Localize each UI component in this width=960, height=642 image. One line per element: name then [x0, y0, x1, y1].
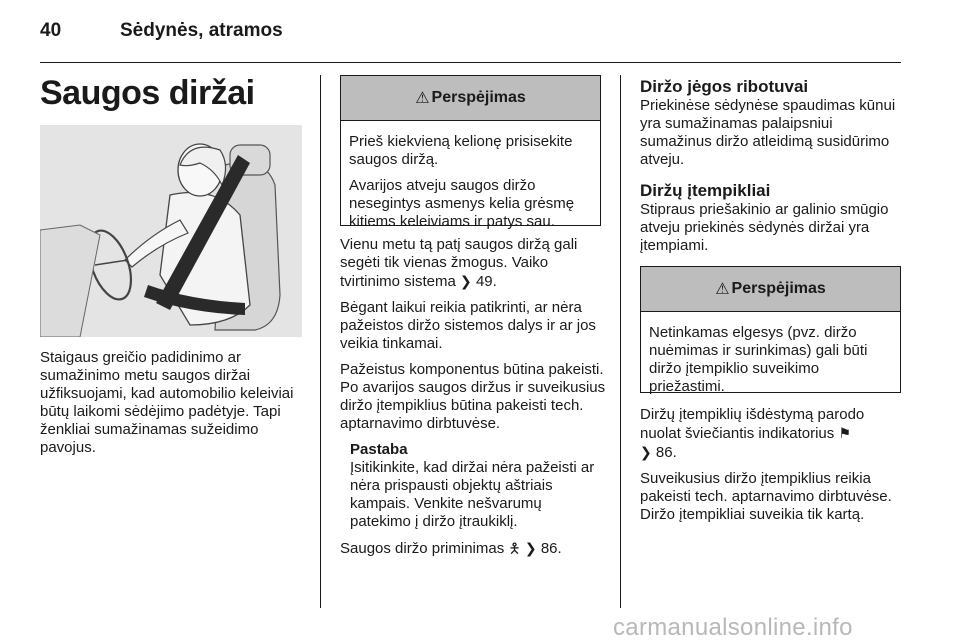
column-1-text [40, 349, 308, 465]
warning-header [641, 267, 900, 312]
page-ref[interactable]: 86. [655, 444, 677, 461]
page-ref-arrow-icon: ❯ [640, 444, 652, 460]
warning-box-1 [340, 75, 601, 230]
warning-body [641, 312, 900, 396]
footer-watermark: carmanualsonline.info [613, 614, 853, 641]
note-text: Įsitikinkite, kad diržai nėra pažeisti ar nėra prispausti objektų aštriais kampais. Venkite nešvarumų patekimo į diržo įtraukiklį. [350, 459, 595, 530]
page-number: 40 [40, 20, 62, 41]
paragraph-text: Saugos diržo priminimas [340, 540, 505, 557]
warning-heading: Perspėjimas [431, 89, 526, 106]
warning-body [341, 121, 600, 231]
column-3-text [640, 77, 908, 263]
column-2-text [340, 236, 606, 566]
warning-heading: Perspėjimas [731, 280, 826, 297]
seatbelt-reminder-icon: 🯅 [508, 540, 521, 556]
note-heading: Pastaba [350, 441, 408, 458]
warning-box-2 [640, 266, 901, 393]
header-rule [40, 62, 901, 63]
intro-paragraph: Staigaus greičio padidinimo ar sumažinimo metu saugos diržai užfiksuojami, kad automobilio keleiviai būtų laikomi sėdėjimo padėtyje. Tapi ženkliai sumažinamas sužeidimo pavojus. [40, 349, 294, 456]
belt-tensioner-indicator-icon: ⚑ [838, 425, 852, 441]
page-ref[interactable]: 49. [475, 273, 497, 290]
seatbelt-illustration [40, 125, 302, 337]
page-ref-arrow-icon: ❯ [460, 273, 472, 289]
page-ref-arrow-icon: ❯ [524, 540, 537, 556]
paragraph [640, 406, 908, 462]
warning-paragraph: Prieš kiekvieną kelionę prisisekite saugos diržą. [349, 133, 573, 168]
paragraph: Suveikusius diržo įtempiklius reikia pakeisti tech. aptarnavimo dirbtuvėse. Diržo įtempikliai suveikia tik kartą. [640, 470, 892, 523]
warning-paragraph: Netinkamas elgesys (pvz. diržo nuėmimas ir surinkimas) gali būti diržo įtempiklio suveikimo priežastimi. [649, 324, 868, 395]
warning-triangle-icon: ⚠ [415, 90, 430, 107]
warning-header [341, 76, 600, 121]
subheading: Diržo jėgos ribotuvai [640, 77, 809, 96]
page-title: Saugos diržai [40, 74, 255, 112]
subheading: Diržų įtempikliai [640, 181, 771, 200]
paragraph-text: Vienu metu tą patį saugos diržą gali segėti tik vienas žmogus. Vaiko tvirtinimo sistema [340, 236, 578, 290]
paragraph: Bėgant laikui reikia patikrinti, ar nėra pažeistos diržo sistemos dalys ir ar jos veikia tinkamai. [340, 299, 596, 352]
paragraph: Pažeistus komponentus būtina pakeisti. Po avarijos saugos diržus ir suveikusius diržo įtempiklius būtina pakeisti tech. aptarnavimo dirbtuvėse. [340, 361, 606, 432]
column-divider-right [620, 75, 621, 608]
paragraph: Priekinėse sėdynėse spaudimas kūnui yra sumažinamas palaipsniui sumažinus diržo atleidimą susidūrimo atveju. [640, 97, 896, 168]
paragraph [340, 539, 606, 558]
column-divider-left [320, 75, 321, 608]
paragraph [340, 236, 606, 291]
column-3-text-lower [640, 406, 908, 532]
page-ref[interactable]: 86. [540, 540, 562, 557]
note-block [340, 441, 606, 531]
warning-triangle-icon: ⚠ [715, 281, 730, 298]
warning-paragraph: Avarijos atveju saugos diržo nesegintys asmenys kelia grėsmę kitiems keleiviams ir patys sau. [349, 177, 575, 230]
paragraph: Stipraus priešakinio ar galinio smūgio atveju priekinės sėdynės diržai yra įtempiami. [640, 201, 889, 254]
section-title: Sėdynės, atramos [120, 20, 283, 41]
paragraph-text: Diržų įtempiklių išdėstymą parodo nuolat šviečiantis indikatorius [640, 406, 865, 442]
